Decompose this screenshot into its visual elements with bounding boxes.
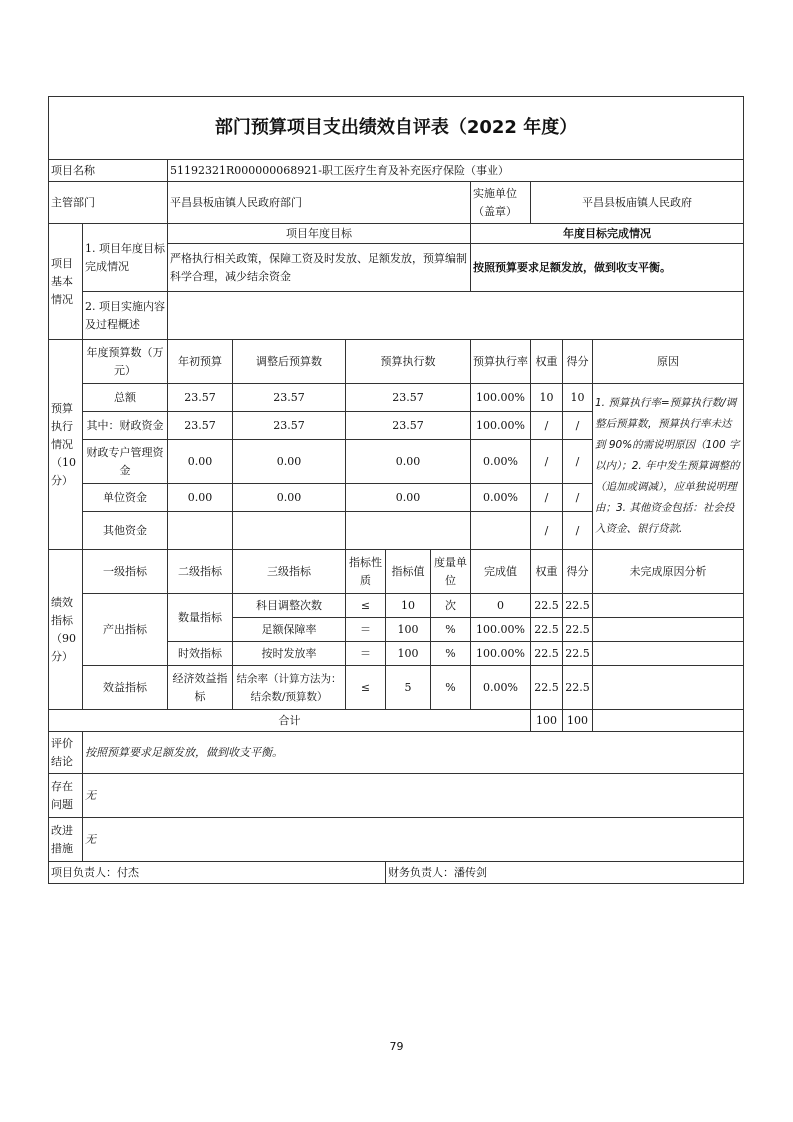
budget-executed: 23.57: [346, 384, 471, 412]
budget-adjusted: 0.00: [233, 440, 346, 484]
budget-score: /: [563, 484, 593, 512]
budget-header: 得分: [563, 340, 593, 384]
indicator-nature: ≤: [346, 666, 386, 710]
budget-executed: 23.57: [346, 412, 471, 440]
indicator-level3: 结余率（计算方法为：结余数/预算数）: [233, 666, 346, 710]
indicator-reason: [593, 666, 744, 710]
indicator-header: 权重: [531, 550, 563, 594]
indicator-header: 三级指标: [233, 550, 346, 594]
budget-row-label: 其他资金: [83, 512, 168, 550]
indicator-weight: 22.5: [531, 618, 563, 642]
dept-value: 平昌县板庙镇人民政府部门: [168, 182, 471, 224]
indicator-row: [49, 666, 744, 710]
indicator-target: 100: [386, 618, 431, 642]
indicator-score: 22.5: [563, 618, 593, 642]
indicator-score: 22.5: [563, 642, 593, 666]
indicator-level1: 产出指标: [83, 594, 168, 666]
indicator-score: 22.5: [563, 666, 593, 710]
budget-reason-note: 1. 预算执行率=预算执行数/调整后预算数，预算执行率未达到 90%的需说明原因（100 字以内）；2. 年中发生预算调整的（追加或调减），应单独说明理由；3. 其他资金包括：社会投入资金、银行贷款.: [593, 384, 744, 550]
total-score: 100: [563, 710, 593, 732]
budget-header: 预算执行率: [471, 340, 531, 384]
improvements-label: 改进措施: [49, 818, 83, 862]
budget-adjusted: 23.57: [233, 384, 346, 412]
budget-initial: 23.57: [168, 384, 233, 412]
budget-executed: 0.00: [346, 440, 471, 484]
budget-score: /: [563, 512, 593, 550]
budget-executed: [346, 512, 471, 550]
dept-label: 主管部门: [49, 182, 168, 224]
budget-score: /: [563, 412, 593, 440]
indicator-level3: 足额保障率: [233, 618, 346, 642]
indicator-unit: %: [431, 618, 471, 642]
indicator-header: 度量单位: [431, 550, 471, 594]
budget-score: /: [563, 440, 593, 484]
total-row: [49, 710, 744, 732]
budget-executed: 0.00: [346, 484, 471, 512]
project-name-label: 项目名称: [49, 160, 168, 182]
budget-weight: /: [531, 512, 563, 550]
performance-evaluation-table: [48, 96, 744, 884]
indicator-level3: 按时发放率: [233, 642, 346, 666]
budget-score: 10: [563, 384, 593, 412]
indicator-unit: %: [431, 666, 471, 710]
budget-header: 原因: [593, 340, 744, 384]
indicator-reason: [593, 642, 744, 666]
indicator-nature: ＝: [346, 642, 386, 666]
impl-unit-label: 实施单位（盖章）: [471, 182, 531, 224]
budget-rate: 100.00%: [471, 384, 531, 412]
improvements-value: 无: [83, 818, 744, 862]
budget-header: 年度预算数（万元）: [83, 340, 168, 384]
indicator-target: 10: [386, 594, 431, 618]
indicator-actual: 0.00%: [471, 666, 531, 710]
goal-text: 严格执行相关政策，保障工资及时发放、足额发放，预算编制科学合理，减少结余资金: [168, 244, 471, 292]
indicator-level2: 时效指标: [168, 642, 233, 666]
budget-adjusted: [233, 512, 346, 550]
issues-label: 存在问题: [49, 774, 83, 818]
indicator-header: 指标值: [386, 550, 431, 594]
budget-weight: /: [531, 440, 563, 484]
total-label: 合计: [49, 710, 531, 732]
indicator-header: 指标性质: [346, 550, 386, 594]
basic-item1-label: 1. 项目年度目标完成情况: [83, 224, 168, 292]
indicator-header: 一级指标: [83, 550, 168, 594]
indicator-unit: 次: [431, 594, 471, 618]
budget-rate: [471, 512, 531, 550]
budget-adjusted: 0.00: [233, 484, 346, 512]
budget-weight: /: [531, 412, 563, 440]
indicator-level1: 效益指标: [83, 666, 168, 710]
basic-item2-value: [168, 292, 744, 340]
budget-header: 预算执行数: [346, 340, 471, 384]
budget-initial: 0.00: [168, 484, 233, 512]
budget-initial: 23.57: [168, 412, 233, 440]
budget-header: 权重: [531, 340, 563, 384]
budget-adjusted: 23.57: [233, 412, 346, 440]
indicator-score: 22.5: [563, 594, 593, 618]
indicator-nature: ≤: [346, 594, 386, 618]
total-reason: [593, 710, 744, 732]
indicator-weight: 22.5: [531, 666, 563, 710]
page-number: 79: [389, 1040, 404, 1053]
goal-header: 项目年度目标: [168, 224, 471, 244]
indicator-reason: [593, 594, 744, 618]
indicator-level3: 科目调整次数: [233, 594, 346, 618]
budget-row: [49, 384, 744, 412]
indicator-level2: 经济效益指标: [168, 666, 233, 710]
budget-weight: /: [531, 484, 563, 512]
budget-row-label: 其中：财政资金: [83, 412, 168, 440]
indicator-target: 100: [386, 642, 431, 666]
budget-initial: [168, 512, 233, 550]
indicator-weight: 22.5: [531, 594, 563, 618]
budget-rate: 100.00%: [471, 412, 531, 440]
indicator-weight: 22.5: [531, 642, 563, 666]
budget-section-label: 预算执行情况（10分）: [49, 340, 83, 550]
basic-item2-label: 2. 项目实施内容及过程概述: [83, 292, 168, 340]
budget-row-label: 财政专户管理资金: [83, 440, 168, 484]
indicator-header: 得分: [563, 550, 593, 594]
project-lead-signature: 项目负责人：付杰: [49, 862, 386, 884]
basic-section-label: 项目基本情况: [49, 224, 83, 340]
indicator-actual: 100.00%: [471, 618, 531, 642]
indicator-header: 二级指标: [168, 550, 233, 594]
completion-header: 年度目标完成情况: [471, 224, 744, 244]
indicator-header: 完成值: [471, 550, 531, 594]
indicator-actual: 100.00%: [471, 642, 531, 666]
indicator-target: 5: [386, 666, 431, 710]
budget-initial: 0.00: [168, 440, 233, 484]
issues-value: 无: [83, 774, 744, 818]
indicators-section-label: 绩效指标（90分）: [49, 550, 83, 710]
page-title: 部门预算项目支出绩效自评表（2022 年度）: [49, 97, 744, 160]
indicator-reason: [593, 618, 744, 642]
budget-rate: 0.00%: [471, 484, 531, 512]
budget-weight: 10: [531, 384, 563, 412]
impl-unit-value: 平昌县板庙镇人民政府: [531, 182, 744, 224]
budget-row-label: 单位资金: [83, 484, 168, 512]
budget-header: 调整后预算数: [233, 340, 346, 384]
indicator-level2: 数量指标: [168, 594, 233, 642]
indicator-header: 未完成原因分析: [593, 550, 744, 594]
total-weight: 100: [531, 710, 563, 732]
project-name-value: 51192321R000000068921-职工医疗生育及补充医疗保险（事业）: [168, 160, 744, 182]
indicator-unit: %: [431, 642, 471, 666]
budget-header: 年初预算: [168, 340, 233, 384]
budget-row-label: 总额: [83, 384, 168, 412]
indicator-actual: 0: [471, 594, 531, 618]
conclusion-value: 按照预算要求足额发放，做到收支平衡。: [83, 732, 744, 774]
indicator-row: [49, 594, 744, 618]
conclusion-label: 评价结论: [49, 732, 83, 774]
budget-rate: 0.00%: [471, 440, 531, 484]
completion-text: 按照预算要求足额发放，做到收支平衡。: [471, 244, 744, 292]
indicator-nature: ＝: [346, 618, 386, 642]
finance-lead-signature: 财务负责人：潘传剑: [386, 862, 744, 884]
